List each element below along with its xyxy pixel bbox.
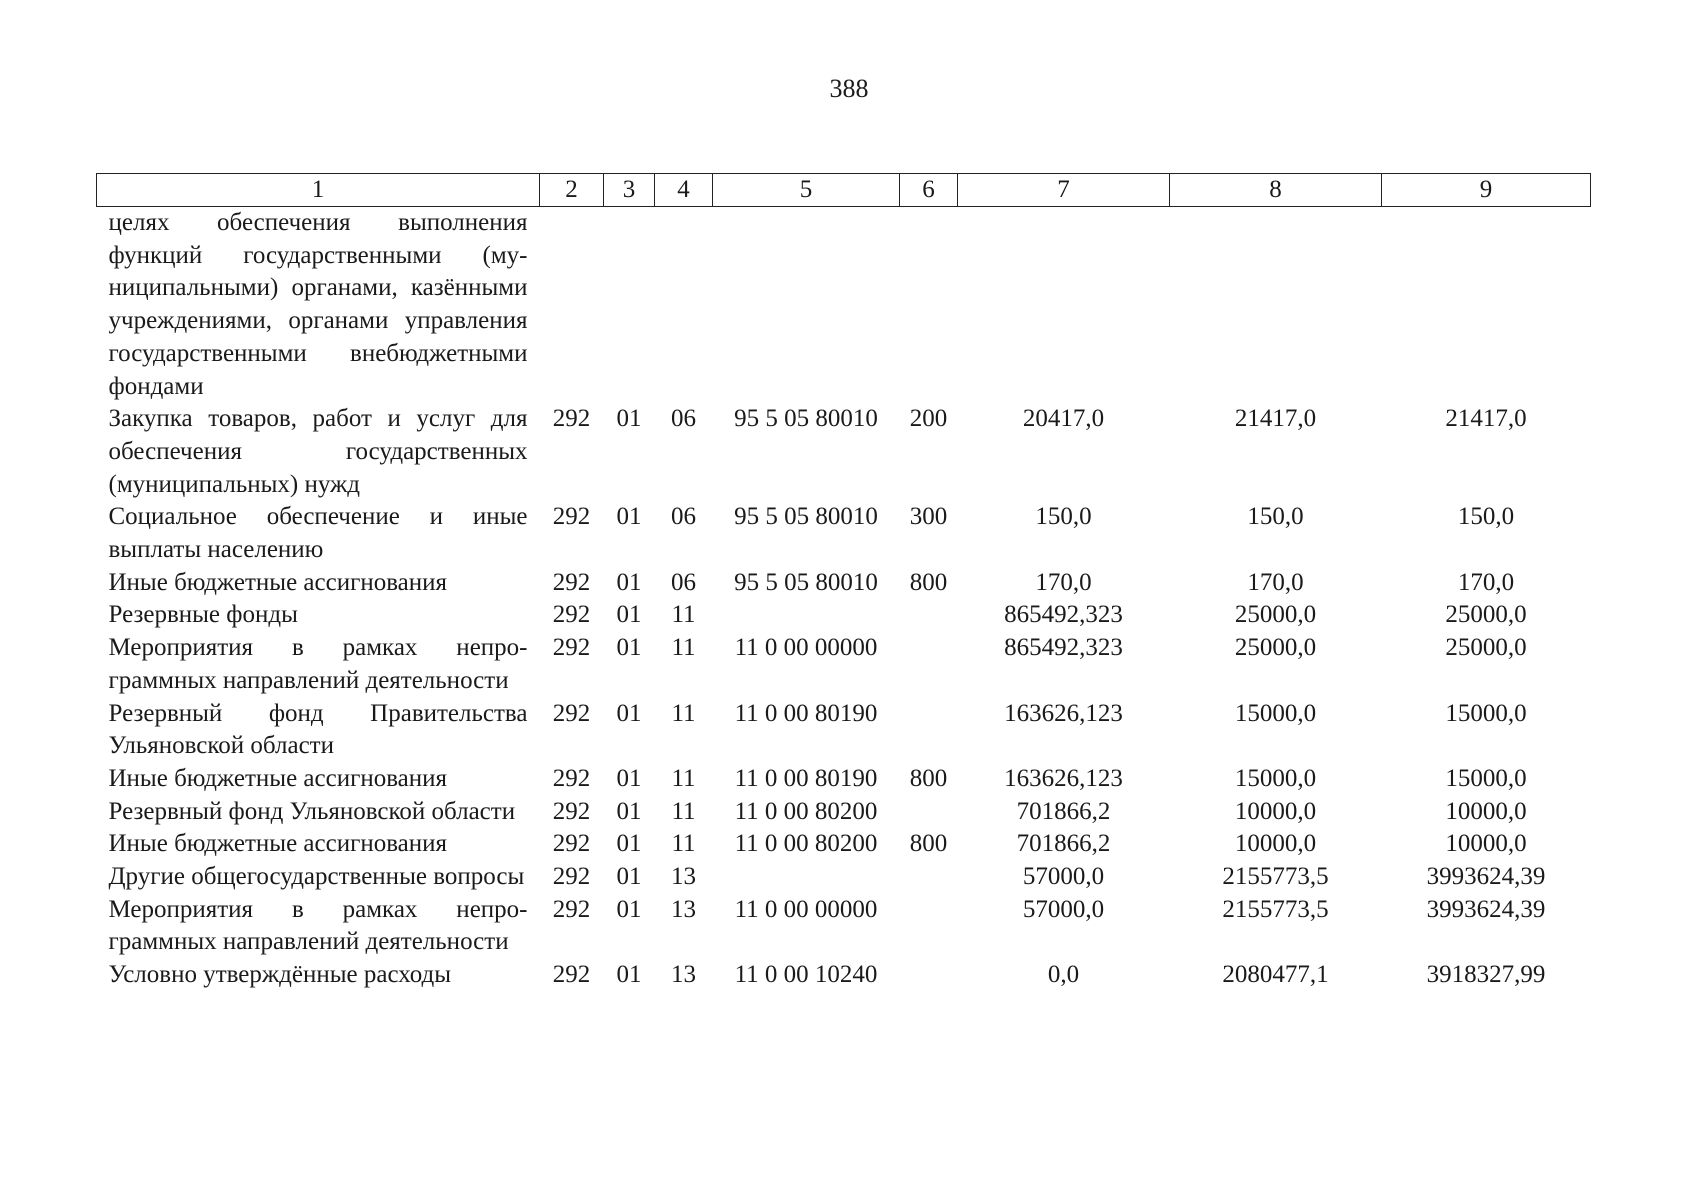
table-row — [97, 763, 1591, 796]
ministry-code: 292 — [552, 797, 591, 825]
ministry-code: 292 — [552, 961, 591, 989]
section-code: 01 — [616, 961, 642, 989]
value-year-3: 3993624,39 — [1426, 895, 1546, 923]
value-year-1: 170,0 — [1035, 568, 1092, 596]
row-name: Условно утверждённые расходы — [108, 961, 452, 989]
value-year-2: 15000,0 — [1234, 699, 1317, 727]
ministry-code — [540, 207, 604, 404]
target-article-code: 95 5 05 80010 — [734, 405, 878, 433]
ministry-code: 292 — [552, 601, 591, 629]
row-name: Мероприятия в рамках непрограммных направлений деятельности — [108, 895, 528, 956]
section-code: 01 — [616, 568, 642, 596]
value-year-2: 10000,0 — [1234, 830, 1317, 858]
target-article-code — [713, 207, 900, 404]
value-year-1: 701866,2 — [1016, 830, 1111, 858]
row-name: Мероприятия в рамках непрограммных направлений деятельности — [108, 634, 528, 694]
table-row — [97, 501, 1591, 566]
row-name: Резервный фонд Ульяновской области — [108, 797, 516, 825]
section-code: 01 — [616, 895, 642, 923]
value-year-3 — [1382, 207, 1591, 404]
target-article-code: 11 0 00 00000 — [734, 895, 878, 923]
value-year-1: 57000,0 — [1022, 895, 1105, 923]
value-year-3: 15000,0 — [1445, 764, 1527, 792]
table-row — [97, 698, 1591, 763]
table-row — [97, 632, 1591, 697]
table-row — [97, 828, 1591, 861]
subsection-code: 11 — [671, 797, 696, 825]
value-year-2: 2155773,5 — [1222, 895, 1329, 923]
value-year-2: 2080477,1 — [1222, 961, 1329, 989]
target-article-code: 11 0 00 80200 — [734, 797, 878, 825]
value-year-1: 865492,323 — [1004, 634, 1123, 662]
budget-table — [96, 173, 1591, 992]
value-year-2: 10000,0 — [1234, 797, 1317, 825]
row-name: Социальное обеспечение и иные выплаты населению — [108, 503, 528, 564]
expense-type-code — [900, 861, 958, 894]
row-name: Резервные фонды — [108, 601, 298, 629]
column-header: 8 — [1170, 174, 1382, 207]
subsection-code — [655, 207, 713, 404]
table-row — [97, 403, 1591, 501]
section-code: 01 — [616, 764, 642, 792]
ministry-code: 292 — [552, 830, 591, 858]
value-year-2: 2155773,5 — [1222, 863, 1329, 891]
target-article-code: 11 0 00 10240 — [734, 961, 878, 989]
ministry-code: 292 — [552, 634, 591, 662]
value-year-1: 163626,123 — [1004, 699, 1123, 727]
ministry-code: 292 — [552, 895, 591, 923]
target-article-code: 95 5 05 80010 — [734, 503, 878, 531]
row-name: Резервный фонд Правительства Ульяновской области — [108, 699, 528, 760]
target-article-code — [713, 599, 900, 632]
value-year-3: 150,0 — [1457, 503, 1515, 531]
value-year-3: 10000,0 — [1445, 830, 1527, 858]
section-code: 01 — [616, 405, 642, 433]
expense-type-code — [900, 207, 958, 404]
ministry-code: 292 — [552, 568, 591, 596]
value-year-2: 150,0 — [1247, 503, 1304, 531]
expense-type-code: 200 — [909, 405, 948, 433]
value-year-1: 865492,323 — [1004, 601, 1123, 629]
value-year-2: 25000,0 — [1234, 601, 1317, 629]
column-header: 7 — [958, 174, 1170, 207]
expense-type-code — [900, 632, 958, 697]
section-code: 01 — [616, 699, 642, 727]
section-code: 01 — [616, 830, 642, 858]
value-year-3: 25000,0 — [1445, 601, 1527, 629]
value-year-2 — [1170, 207, 1382, 404]
value-year-3: 15000,0 — [1445, 699, 1527, 727]
value-year-1: 0,0 — [1047, 961, 1080, 989]
row-name: Закупка товаров, работ и услуг для обеспечения государственных (муниципальных) нужд — [108, 405, 528, 498]
table-row — [97, 861, 1591, 894]
target-article-code — [713, 861, 900, 894]
value-year-1: 150,0 — [1035, 503, 1092, 531]
value-year-1: 701866,2 — [1016, 797, 1111, 825]
table-row — [97, 567, 1591, 600]
target-article-code: 11 0 00 80190 — [734, 699, 878, 727]
section-code: 01 — [616, 503, 642, 531]
page-number: 388 — [829, 74, 869, 103]
value-year-3: 3993624,39 — [1426, 863, 1546, 891]
value-year-3: 10000,0 — [1445, 797, 1527, 825]
expense-type-code — [900, 796, 958, 829]
subsection-code: 06 — [671, 503, 696, 531]
row-name: целях обеспечения выполнения функций государственными (муниципальными) органами, казёнными учреждениями, органами управления государственными внебюджетными фондами — [108, 209, 528, 400]
expense-type-code — [900, 959, 958, 992]
subsection-code: 06 — [671, 568, 696, 596]
value-year-1: 57000,0 — [1022, 863, 1105, 891]
value-year-1: 20417,0 — [1022, 405, 1105, 433]
column-header: 1 — [97, 174, 540, 207]
column-header: 4 — [655, 174, 713, 207]
column-header: 6 — [900, 174, 958, 207]
subsection-code: 11 — [671, 601, 696, 629]
target-article-code: 11 0 00 80190 — [734, 764, 878, 792]
table-row — [97, 207, 1591, 404]
value-year-3: 21417,0 — [1445, 405, 1527, 433]
row-name: Иные бюджетные ассигнования — [108, 568, 448, 596]
section-code: 01 — [616, 634, 642, 662]
value-year-3: 3918327,99 — [1426, 961, 1546, 989]
section-code: 01 — [616, 601, 642, 629]
value-year-1: 163626,123 — [1004, 764, 1123, 792]
value-year-3: 170,0 — [1457, 568, 1515, 596]
column-header: 3 — [604, 174, 655, 207]
expense-type-code: 300 — [909, 503, 948, 531]
expense-type-code: 800 — [909, 830, 948, 858]
subsection-code: 11 — [671, 764, 696, 792]
expense-type-code: 800 — [909, 568, 948, 596]
column-header: 2 — [540, 174, 604, 207]
value-year-2: 15000,0 — [1234, 764, 1317, 792]
subsection-code: 13 — [671, 961, 696, 989]
target-article-code: 11 0 00 80200 — [734, 830, 878, 858]
ministry-code: 292 — [552, 699, 591, 727]
ministry-code: 292 — [552, 863, 591, 891]
row-name: Иные бюджетные ассигнования — [108, 764, 448, 792]
value-year-2: 170,0 — [1247, 568, 1304, 596]
table-row — [97, 599, 1591, 632]
row-name: Другие общегосударственные вопросы — [108, 863, 525, 891]
row-name: Иные бюджетные ассигнования — [108, 830, 448, 858]
subsection-code: 13 — [671, 863, 696, 891]
expense-type-code — [900, 698, 958, 763]
subsection-code: 06 — [671, 405, 696, 433]
column-header: 5 — [713, 174, 900, 207]
expense-type-code: 800 — [909, 764, 948, 792]
value-year-3: 25000,0 — [1445, 634, 1527, 662]
expense-type-code — [900, 894, 958, 959]
section-code: 01 — [616, 797, 642, 825]
header-row — [97, 174, 1591, 207]
target-article-code: 95 5 05 80010 — [734, 568, 878, 596]
section-code: 01 — [616, 863, 642, 891]
table-row — [97, 796, 1591, 829]
ministry-code: 292 — [552, 503, 591, 531]
value-year-2: 25000,0 — [1234, 634, 1317, 662]
value-year-2: 21417,0 — [1234, 405, 1317, 433]
section-code — [604, 207, 655, 404]
subsection-code: 11 — [671, 699, 696, 727]
table-row — [97, 959, 1591, 992]
ministry-code: 292 — [552, 405, 591, 433]
value-year-1 — [958, 207, 1170, 404]
expense-type-code — [900, 599, 958, 632]
ministry-code: 292 — [552, 764, 591, 792]
target-article-code: 11 0 00 00000 — [734, 634, 878, 662]
column-header: 9 — [1382, 174, 1591, 207]
subsection-code: 11 — [671, 634, 696, 662]
table-row — [97, 894, 1591, 959]
subsection-code: 11 — [671, 830, 696, 858]
subsection-code: 13 — [671, 895, 696, 923]
table-body — [97, 207, 1591, 992]
